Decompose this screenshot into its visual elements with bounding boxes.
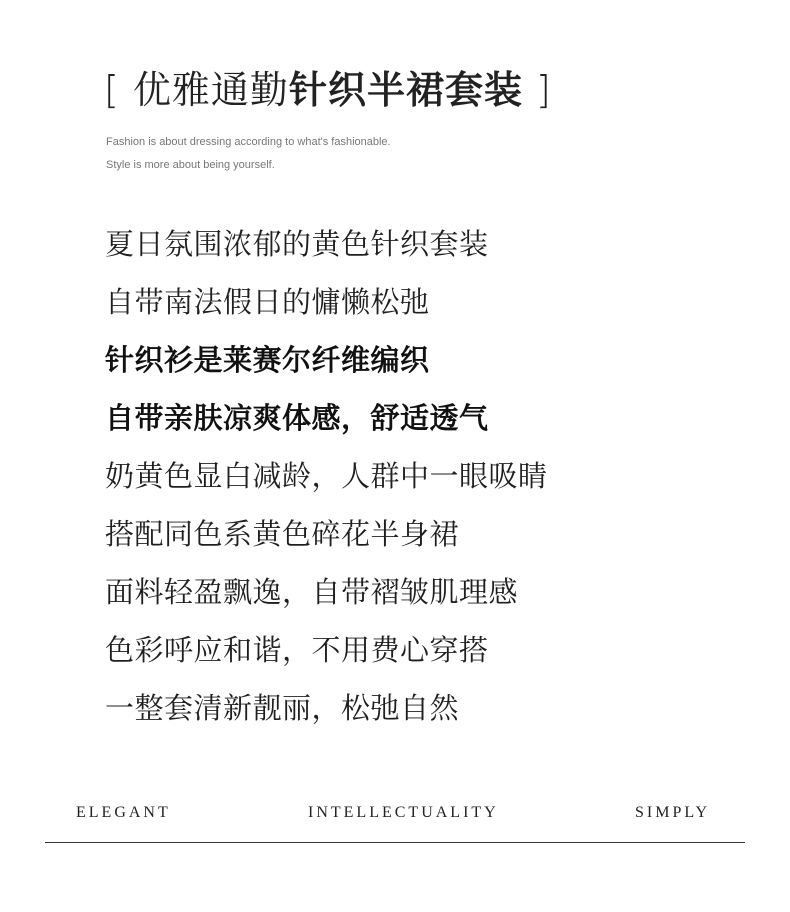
keyword-intellectuality: INTELLECTUALITY [308,804,499,821]
description-line-2: 自带南法假日的慵懒松弛 [105,285,430,319]
description-line-1: 夏日氛围浓郁的黄色针织套装 [105,227,489,261]
title-light-text: 优雅通勤 [132,68,289,112]
description-line-8: 色彩呼应和谐，不用费心穿搭 [105,633,489,667]
divider-line [45,842,745,843]
keyword-simply: SIMPLY [635,804,711,821]
page-title [104,62,552,118]
description-line-5: 奶黄色显白减龄，人群中一眼吸睛 [105,459,548,493]
description-line-4: 自带亲肤凉爽体感，舒适透气 [105,401,489,435]
description-line-6: 搭配同色系黄色碎花半身裙 [105,517,460,551]
keyword-elegant: ELEGANT [76,804,171,821]
title-open-bracket: [ [104,68,120,112]
title-bold-text: 针织半裙套装 [288,68,523,112]
description-list [105,222,548,744]
tagline-fashion: Fashion is about dressing according to what's fashionable. [106,136,391,148]
description-line-3: 针织衫是莱赛尔纤维编织 [105,343,430,377]
description-line-9: 一整套清新靓丽，松弛自然 [105,691,460,725]
tagline-style: Style is more about being yourself. [106,159,275,171]
description-line-7: 面料轻盈飘逸，自带褶皱肌理感 [105,575,519,609]
title-close-bracket: ] [536,68,552,112]
